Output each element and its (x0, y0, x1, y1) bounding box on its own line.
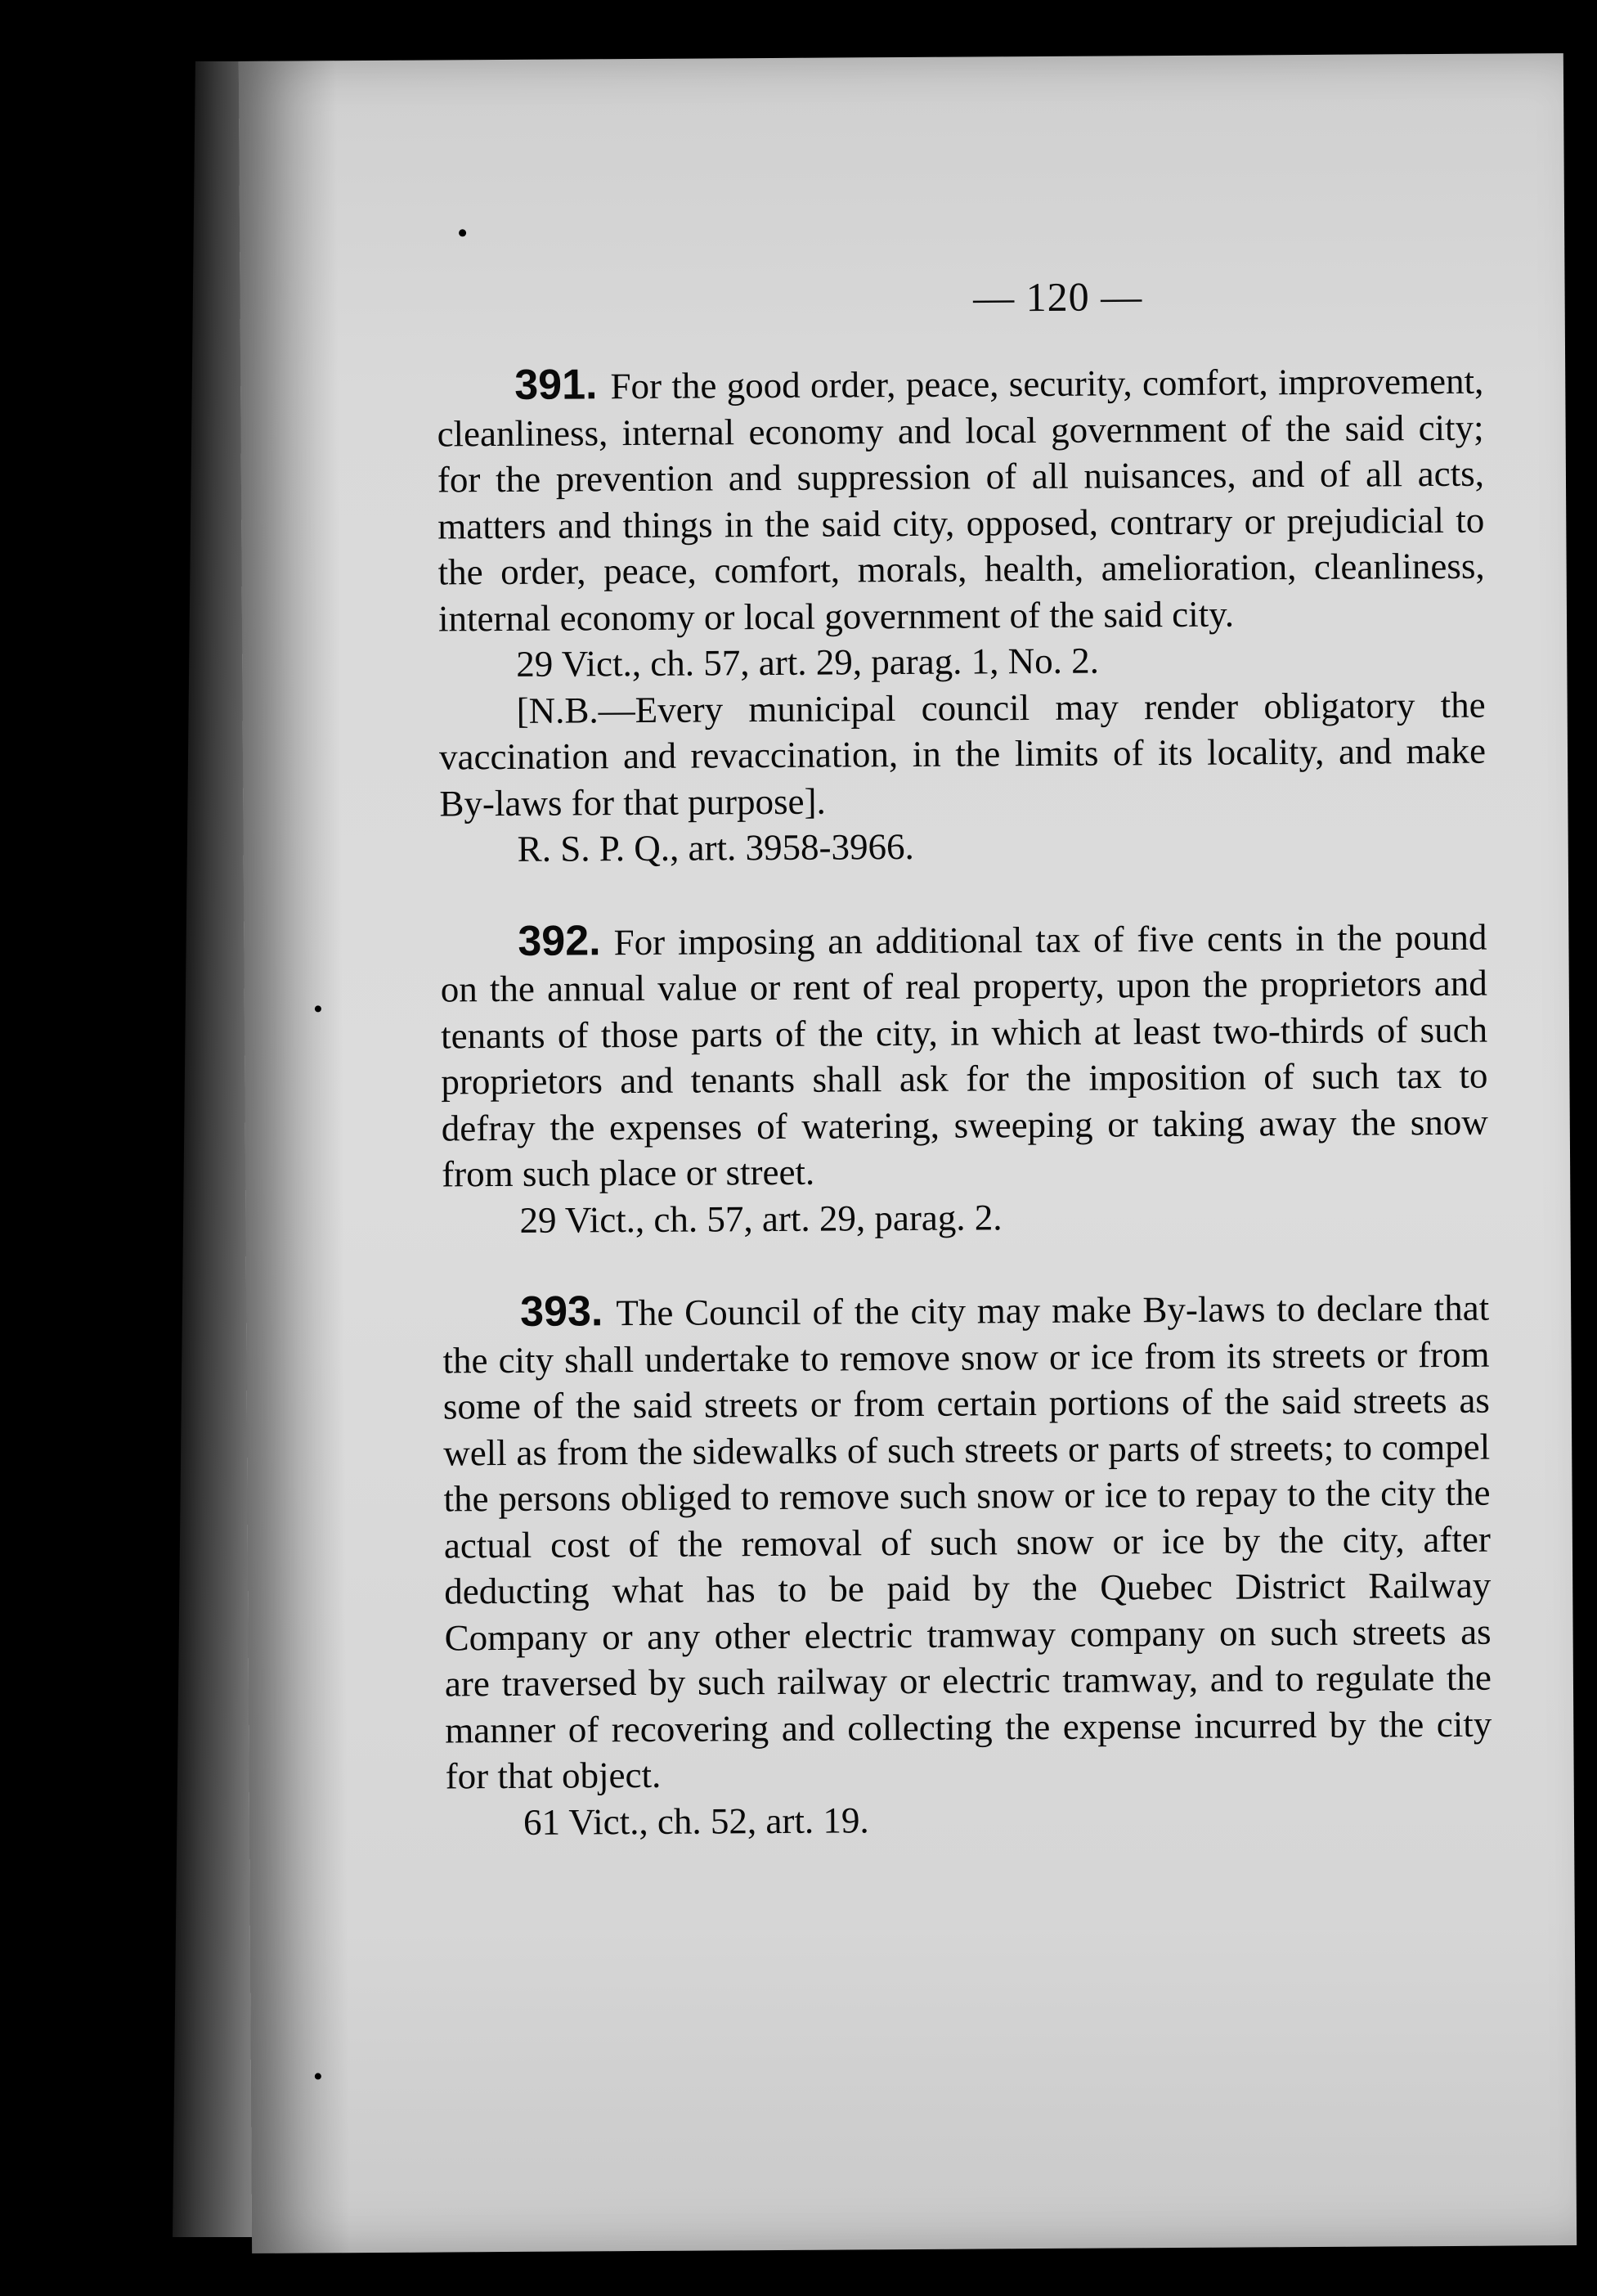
page-body (437, 357, 1492, 1846)
scan-speck (315, 1005, 321, 1012)
section-spacer (442, 1238, 1489, 1290)
article-number: 391. (514, 361, 598, 409)
article-paragraph (442, 1283, 1492, 1800)
article-391 (437, 357, 1487, 873)
article-text: The Council of the city may make By-laws to declare that the city shall undertake to remove snow or ice from its streets or from some of the said streets or from certain portions of the said streets as well as from the sidewalks of such streets or parts of streets; to compel the persons obliged to remove such snow or ice to repay to the city the actual cost of the removal of such snow or ice by the city, after deducting what has to be paid by the Quebec District Railway Company or any other electric tramway company on such streets as are traversed by such railway or electric tramway, and to regulate the manner of recovering and collecting the expense incurred by the city for that object. (442, 1287, 1492, 1797)
statute-reference: 29 Vict., ch. 57, art. 29, parag. 2. (519, 1196, 1003, 1241)
article-392 (440, 912, 1488, 1243)
article-paragraph (437, 357, 1485, 642)
editorial-note: [N.B.—Every municipal council may render obligatory the vaccination and revaccination, in the limits of its locality, and make By-laws for that purpose]. (438, 684, 1487, 824)
scan-speck (315, 2073, 321, 2079)
page-gutter-shadow (239, 61, 350, 2253)
statute-reference: 61 Vict., ch. 52, art. 19. (523, 1799, 869, 1843)
note-reference: R. S. P. Q., art. 3958-3966. (517, 825, 914, 869)
article-text: For the good order, peace, security, comfort, improvement, cleanliness, internal economy and local government of the said city; for the prevention and suppression of all nuisances, and of all acts, matters and things in the said city, opposed, contrary or prejudicial to the order, peace, comfort, morals, health, amelioration, cleanliness, internal economy or local government of the said city. (437, 360, 1485, 639)
statute-reference: 29 Vict., ch. 57, art. 29, parag. 1, No. 2. (516, 640, 1100, 685)
section-spacer (440, 866, 1487, 919)
article-393 (442, 1283, 1492, 1846)
article-number: 393. (519, 1287, 603, 1336)
article-text: For imposing an additional tax of five cents in the pound on the annual value or rent of real property, upon the proprietors and tenants of those parts of the city, in which at least two-thirds of such proprietors and tenants shall ask for the imposition of such tax to defray the expenses of watering, sweeping or taking away the snow from such place or street. (440, 916, 1488, 1195)
article-paragraph (440, 912, 1488, 1197)
document-page (239, 53, 1577, 2253)
article-number: 392. (518, 916, 601, 965)
scan-speck (459, 229, 466, 236)
page-number: — 120 — (972, 273, 1143, 321)
